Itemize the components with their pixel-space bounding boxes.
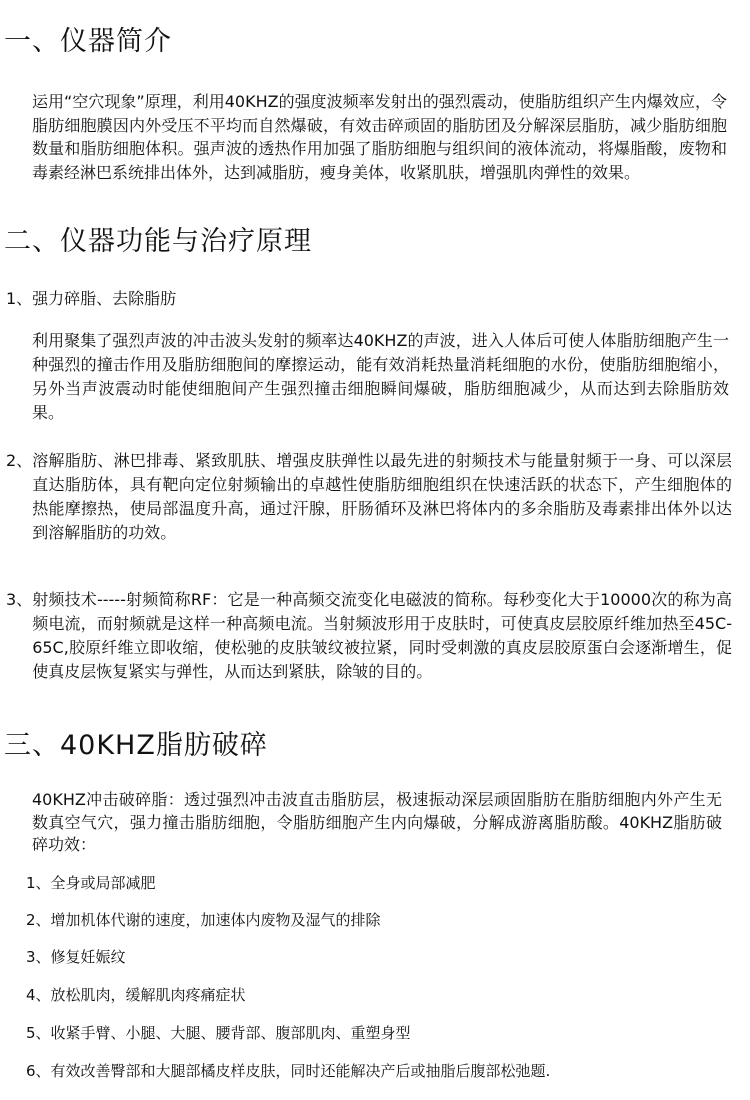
section-2-item-3-body: 射频技术-----射频简称RF：它是一种高频交流变化电磁波的简称。每秒变化大于10000次的称为高频电流，而射频就是这样一种高频电流。当射频波形用于皮肤时，可使真皮层胶原纤维加热至45C-65C,胶原纤维立即收缩，使松驰的皮肤皱纹被拉紧，同时受刺激的真皮层胶原蛋白会逐渐增生，促使真皮层恢复紧实与弹性，从而达到紧肤，除皱的目的。: [32, 590, 732, 681]
section-2-title: 二、仪器功能与治疗原理: [4, 226, 312, 257]
section-1-body: 运用“空穴现象”原理，利用40KHZ的强度波频率发射出的强烈震动，使脂肪组织产生内爆效应，令脂肪细胞膜因内外受压不平均而自然爆破，有效击碎顽固的脂肪团及分解深层脂肪，减少脂肪细胞数量和脂肪细胞体积。强声波的透热作用加强了脂肪细胞与组织间的液体流动，将爆脂酸，废物和毒素经淋巴系统排出体外，达到减脂肪，瘦身美体，收紧肌肤，增强肌肉弹性的效果。: [32, 92, 727, 182]
benefit-item-3: 3、修复妊娠纹: [26, 948, 126, 966]
section-1-title: 一、仪器简介: [4, 26, 172, 57]
benefit-item-2: 2、增加机体代谢的速度，加速体内废物及湿气的排除: [26, 911, 381, 929]
section-2-item-3-number: 3、: [6, 590, 33, 609]
section-2-item-2-number: 2、: [6, 451, 33, 470]
benefit-item-5: 5、收紧手臂、小腿、大腿、腰背部、腹部肌肉、重塑身型: [26, 1024, 411, 1042]
benefit-item-1: 1、全身或局部减肥: [26, 874, 156, 892]
benefit-item-6: 6、有效改善臀部和大腿部橘皮样皮肤，同时还能解决产后或抽脂后腹部松弛题.: [26, 1062, 551, 1080]
section-2-item-1-body: 利用聚集了强烈声波的冲击波头发射的频率达40KHZ的声波，进入人体后可使人体脂肪细胞产生一种强烈的撞击作用及脂肪细胞间的摩擦运动，能有效消耗热量消耗细胞的水份，使脂肪细胞缩小，另外当声波震动时能使细胞间产生强烈撞击细胞瞬间爆破，脂肪细胞减少，从而达到去除脂肪效果。: [32, 331, 729, 422]
section-3-title: 三、40KHZ脂肪破碎: [4, 730, 268, 761]
section-2-item-1-heading: 1、强力碎脂、去除脂肪: [6, 289, 177, 308]
section-2-item-2-body: 溶解脂肪、淋巴排毒、紧致肌肤、增强皮肤弹性以最先进的射频技术与能量射频于一身、可以深层直达脂肪体，具有靶向定位射频输出的卓越性使脂肪细胞组织在快速活跃的状态下，产生细胞体的热能摩擦热，使局部温度升高，通过汗腺，肝肠循环及淋巴将体内的多余脂肪及毒素排出体外以达到溶解脂肪的功效。: [32, 451, 732, 542]
section-2-item-3: [6, 588, 732, 684]
section-3-body: 40KHZ冲击破碎脂：透过强烈冲击波直击脂肪层，极速振动深层顽固脂肪在脂肪细胞内外产生无数真空气穴，强力撞击脂肪细胞，令脂肪细胞产生内向爆破，分解成游离脂肪酸。40KHZ脂肪破碎功效：: [32, 790, 722, 854]
section-2-item-2: [6, 449, 732, 545]
benefit-item-4: 4、放松肌肉，缓解肌肉疼痛症状: [26, 986, 246, 1004]
